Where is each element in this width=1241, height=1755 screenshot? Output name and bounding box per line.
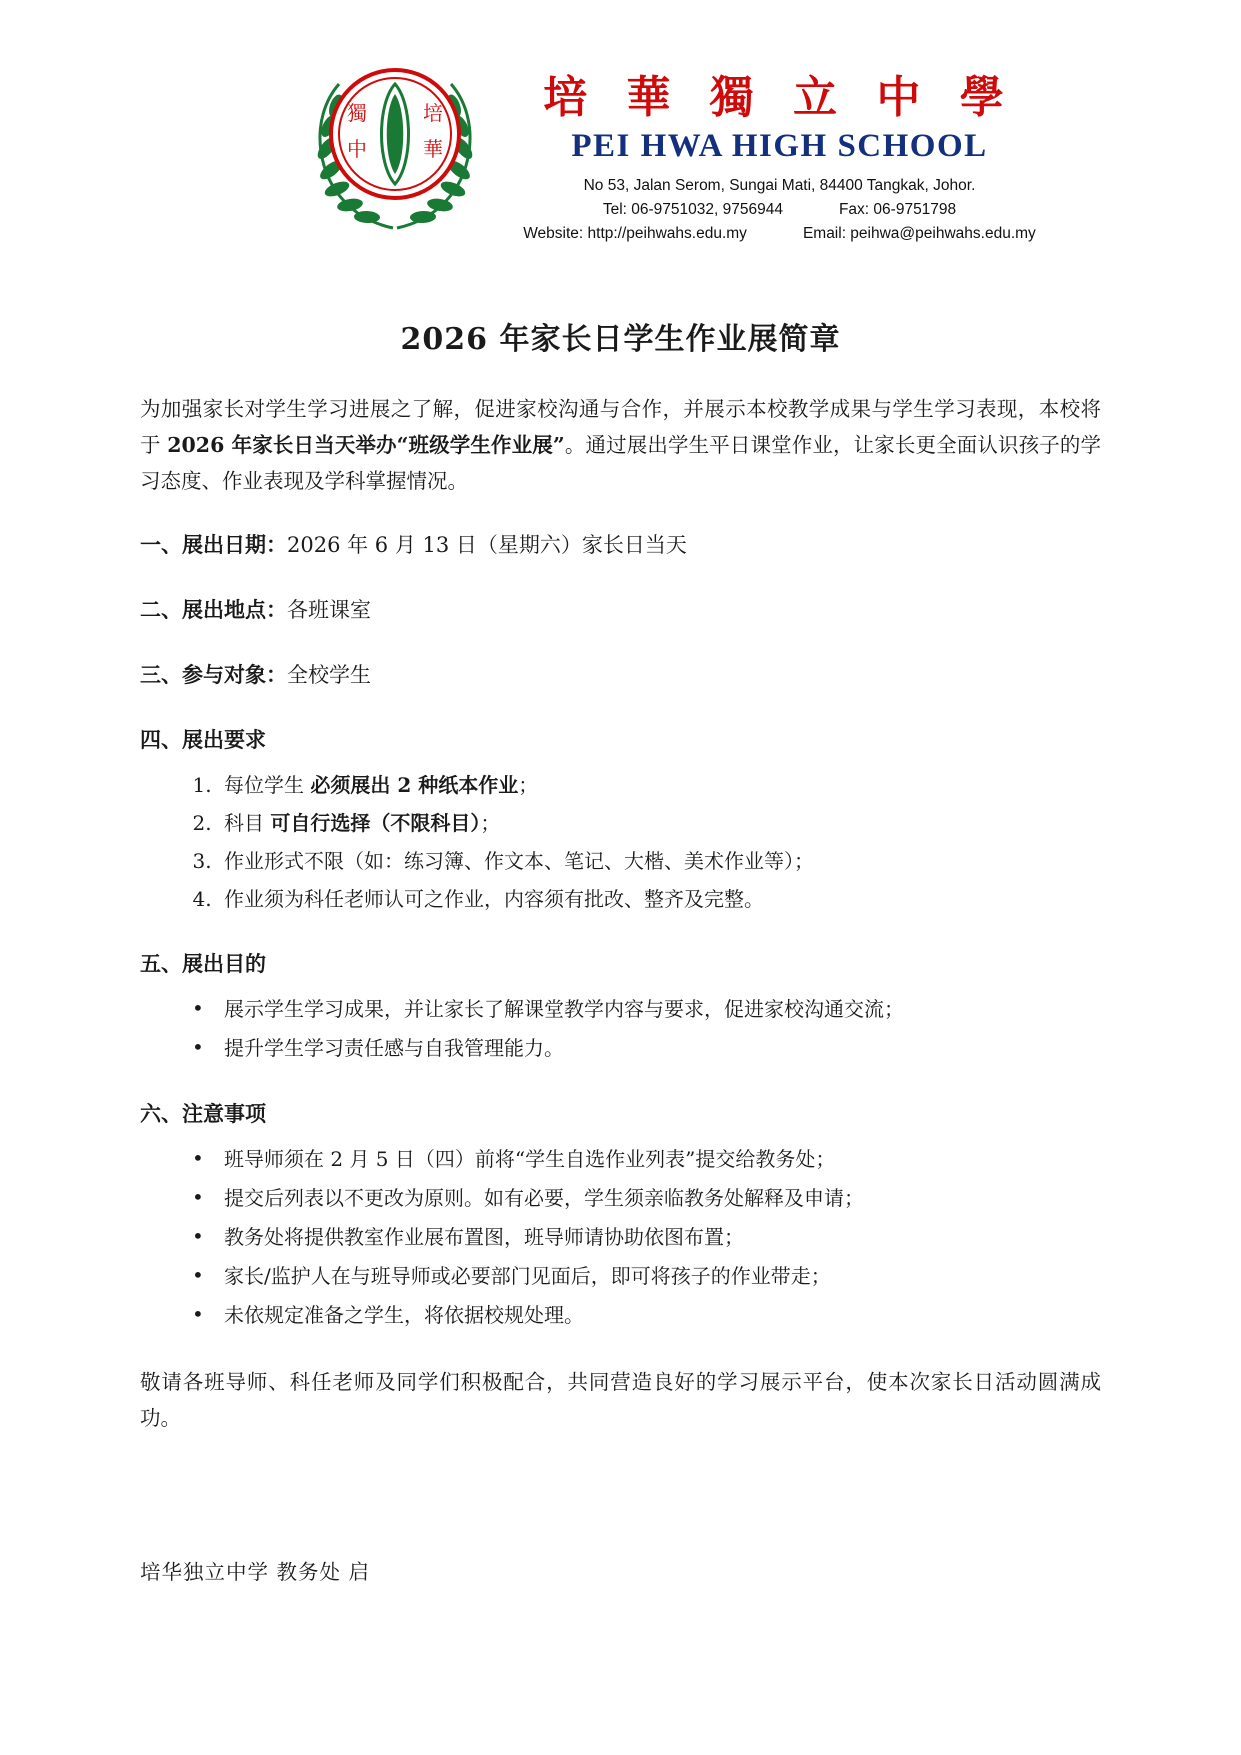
list-item: • 未依规定准备之学生，将依据校规处理。 [218, 1296, 1101, 1335]
section-heading: 一、展出日期： [140, 532, 287, 558]
item-post: ； [480, 811, 501, 836]
svg-text:華: 華 [423, 137, 444, 161]
notes-list [140, 1140, 1101, 1335]
svg-text:培: 培 [423, 101, 444, 125]
closing-paragraph: 敬请各班导师、科任老师及同学们积极配合，共同营造良好的学习展示平台，使本次家长日活动圆满成功。 [140, 1370, 1101, 1431]
item-bold: 可自行选择（不限科目） [270, 811, 481, 836]
school-name-en: PEI HWA HIGH SCHOOL [571, 128, 988, 165]
list-item: • 家长/监护人在与班导师或必要部门见面后，即可将孩子的作业带走； [218, 1257, 1101, 1296]
intro-bold: 2026 年家长日当天举办“班级学生作业展” [167, 433, 565, 458]
item-pre: 科目 [224, 811, 271, 836]
section-heading: 三、参与对象： [140, 661, 287, 687]
section-heading: 二、展出地点： [140, 596, 287, 622]
section-value: 各班课室 [287, 597, 371, 622]
school-name-cn: 培 華 獨 立 中 學 [543, 72, 1016, 123]
list-item: • 教务处将提供教室作业展布置图，班导师请协助依图布置； [218, 1218, 1101, 1257]
section-value: 2026 年 6 月 13 日（星期六）家长日当天 [287, 533, 687, 558]
intro-paragraph [140, 392, 1101, 500]
requirements-list [140, 766, 1101, 918]
item-bold: 必须展出 2 种纸本作业 [310, 773, 519, 798]
list-item [218, 804, 1101, 842]
section-participants [140, 656, 1101, 695]
school-email: Email: peihwa@peihwahs.edu.my [802, 225, 1036, 243]
svg-text:中: 中 [347, 137, 368, 161]
school-fax: Fax: 06-9751798 [838, 201, 957, 219]
school-website: Website: http://peihwahs.edu.my [523, 225, 747, 243]
school-crest-icon [305, 52, 485, 237]
intro-part2: 。通过展出学生平日课堂作业，让家长更全面认识孩子的学习态度、作业表现及学科掌握情况。 [140, 433, 1102, 494]
list-item: • 提交后列表以不更改为原则。如有必要，学生须亲临教务处解释及申请； [218, 1179, 1101, 1218]
item-post: ； [518, 773, 539, 798]
school-tel: Tel: 06-9751032, 9756944 [602, 201, 783, 219]
item-pre: 每位学生 [224, 773, 311, 798]
section-value: 全校学生 [287, 662, 371, 687]
school-address: No 53, Jalan Serom, Sungai Mati, 84400 Tangkak, Johor. [583, 177, 976, 195]
section-notes-heading: 六、注意事项 [140, 1101, 266, 1127]
list-item [218, 880, 1101, 918]
svg-text:獨: 獨 [347, 101, 368, 125]
letterhead [140, 52, 1101, 246]
list-item: • 展示学生学习成果，并让家长了解课堂教学内容与要求，促进家校沟通交流； [218, 990, 1101, 1029]
signoff: 培华独立中学 教务处 启 [140, 1560, 371, 1585]
section-purpose-heading: 五、展出目的 [140, 951, 266, 977]
page-title: 2026 年家长日学生作业展简章 [400, 322, 841, 358]
intro-part1: 为加强家长对学生学习进展之了解，促进家校沟通与合作，并展示本校教学成果与学生学习表现，本校将于 [140, 397, 1101, 458]
list-item [218, 766, 1101, 804]
list-item: • 班导师须在 2 月 5 日（四）前将“学生自选作业列表”提交给教务处； [218, 1140, 1101, 1179]
section-exhibit-date [140, 526, 1101, 565]
section-exhibit-venue [140, 591, 1101, 630]
school-contact-block [523, 174, 1036, 246]
purpose-list [140, 990, 1101, 1068]
list-item: • 提升学生学习责任感与自我管理能力。 [218, 1029, 1101, 1068]
item-pre: 作业形式不限（如：练习簿、作文本、笔记、大楷、美术作业等）； [224, 849, 814, 874]
item-pre: 作业须为科任老师认可之作业，内容须有批改、整齐及完整。 [224, 887, 764, 912]
section-requirements-heading: 四、展出要求 [140, 727, 266, 753]
letterhead-text [523, 52, 1036, 246]
list-item [218, 842, 1101, 880]
